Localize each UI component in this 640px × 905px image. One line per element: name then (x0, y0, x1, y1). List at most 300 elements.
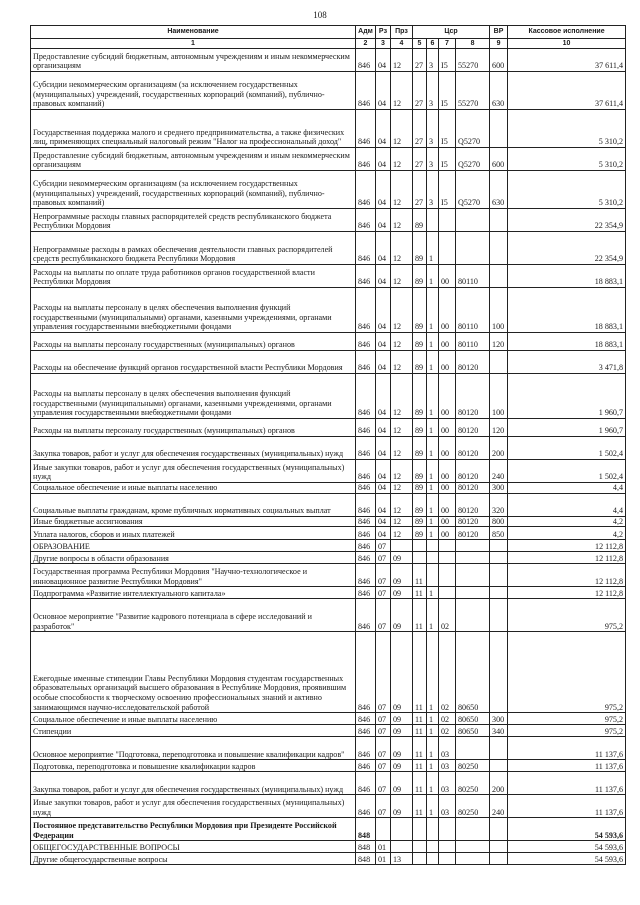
cell-name: Государственная поддержка малого и среднего предпринимательства, а также физических лиц, применяющих специальный налоговый режим "Налог на профессиональный доход" (31, 110, 356, 148)
cell-c2: 1 (427, 460, 439, 483)
table-row (31, 841, 626, 853)
cell-prz: 12 (391, 333, 413, 351)
cell-amount: 975,2 (508, 725, 626, 737)
cell-c1: 89 (413, 265, 427, 288)
cell-adm: 846 (356, 713, 376, 725)
cell-c3: 00 (439, 351, 456, 374)
col-header-vr: ВР (490, 26, 508, 39)
cell-c1: 11 (413, 760, 427, 772)
cell-amount: 4,2 (508, 527, 626, 540)
cell-c1: 89 (413, 288, 427, 333)
cell-rz: 07 (376, 760, 391, 772)
cell-rz: 07 (376, 564, 391, 587)
cell-vr (490, 841, 508, 853)
cell-name: Расходы на выплаты персоналу в целях обеспечения выполнения функций государственными (муниципальными) органами, казенными учреждениями, органами управления государственными внебюджетными фондами (31, 288, 356, 333)
cell-amount: 975,2 (508, 713, 626, 725)
cell-c4 (456, 209, 490, 232)
cell-name: ОБЩЕГОСУДАРСТВЕННЫЕ ВОПРОСЫ (31, 841, 356, 853)
cell-amount: 54 593,6 (508, 818, 626, 841)
cell-amount: 1 502,4 (508, 437, 626, 460)
cell-c4: 80120 (456, 351, 490, 374)
cell-rz: 04 (376, 527, 391, 540)
table-row (31, 540, 626, 552)
cell-vr (490, 110, 508, 148)
cell-rz: 07 (376, 587, 391, 599)
cell-c3: 00 (439, 374, 456, 419)
cell-rz: 04 (376, 49, 391, 72)
cell-rz: 04 (376, 437, 391, 460)
cell-vr: 240 (490, 795, 508, 818)
cell-name: Предоставление субсидий бюджетным, автономным учреждениям и иным некоммерческим организациям (31, 49, 356, 72)
cell-c2: 1 (427, 599, 439, 632)
cell-c3: 00 (439, 333, 456, 351)
cell-c2: 1 (427, 632, 439, 713)
cell-rz: 01 (376, 841, 391, 853)
cell-adm: 846 (356, 564, 376, 587)
cell-c4: 80120 (456, 493, 490, 516)
cell-prz: 09 (391, 587, 413, 599)
cell-prz: 12 (391, 374, 413, 419)
cell-adm: 846 (356, 552, 376, 564)
cell-prz: 13 (391, 853, 413, 865)
cell-name: Социальное обеспечение и иные выплаты населению (31, 713, 356, 725)
cell-c1: 89 (413, 493, 427, 516)
cell-c3: 00 (439, 265, 456, 288)
cell-name: Закупка товаров, работ и услуг для обеспечения государственных (муниципальных) нужд (31, 772, 356, 795)
cell-vr: 300 (490, 483, 508, 494)
cell-c4: 80650 (456, 632, 490, 713)
table-row (31, 564, 626, 587)
cell-c2: 1 (427, 437, 439, 460)
cell-c3: 03 (439, 795, 456, 818)
cell-c2: 1 (427, 493, 439, 516)
cell-name: Социальные выплаты гражданам, кроме публичных нормативных социальных выплат (31, 493, 356, 516)
cell-rz: 07 (376, 725, 391, 737)
cell-amount: 37 611,4 (508, 72, 626, 110)
cell-prz: 12 (391, 527, 413, 540)
table-row (31, 351, 626, 374)
cell-name: Основное мероприятие "Развитие кадрового потенциала в сфере исследований и разработок" (31, 599, 356, 632)
cell-c2: 1 (427, 374, 439, 419)
cell-c3 (439, 818, 456, 841)
cell-c2 (427, 552, 439, 564)
table-row (31, 713, 626, 725)
cell-name: Иные закупки товаров, работ и услуг для обеспечения государственных (муниципальных) нужд (31, 795, 356, 818)
cell-vr (490, 760, 508, 772)
cell-adm: 846 (356, 725, 376, 737)
cell-c4: 80120 (456, 483, 490, 494)
table-row (31, 818, 626, 841)
cell-rz: 07 (376, 632, 391, 713)
cell-name: Подпрограмма «Развитие интеллектуального капитала» (31, 587, 356, 599)
cell-adm: 846 (356, 760, 376, 772)
cell-amount: 37 611,4 (508, 49, 626, 72)
cell-c1: 11 (413, 587, 427, 599)
table-row (31, 333, 626, 351)
cell-adm: 846 (356, 171, 376, 209)
column-number: 9 (490, 39, 508, 49)
cell-c4: 80120 (456, 527, 490, 540)
cell-adm: 846 (356, 419, 376, 437)
cell-name: Ежегодные именные стипендии Главы Республики Мордовия студентам государственных образовательных организаций высшего образования в Республике Мордовия, проявившим особые способности к творческому освоению профессиональных знаний и активно занимающимся научно-исследовательской работой (31, 632, 356, 713)
cell-name: Государственная программа Республики Мордовия "Научно-технологическое и инновационное развитие Республики Мордовия" (31, 564, 356, 587)
cell-c1: 89 (413, 351, 427, 374)
cell-name: Основное мероприятие "Подготовка, переподготовка и повышение квалификации кадров" (31, 737, 356, 760)
cell-amount: 18 883,1 (508, 265, 626, 288)
cell-c3: 02 (439, 632, 456, 713)
cell-c1 (413, 841, 427, 853)
cell-rz: 04 (376, 333, 391, 351)
cell-c3: 00 (439, 516, 456, 527)
cell-c4 (456, 564, 490, 587)
cell-prz: 09 (391, 599, 413, 632)
column-number: 10 (508, 39, 626, 49)
cell-adm: 846 (356, 374, 376, 419)
cell-amount: 4,2 (508, 516, 626, 527)
table-row (31, 483, 626, 494)
cell-c4: Q5270 (456, 171, 490, 209)
cell-amount: 54 593,6 (508, 853, 626, 865)
cell-vr: 600 (490, 148, 508, 171)
cell-amount: 11 137,6 (508, 795, 626, 818)
cell-c4: 80120 (456, 437, 490, 460)
cell-amount: 11 137,6 (508, 737, 626, 760)
cell-c2 (427, 841, 439, 853)
column-number: 6 (427, 39, 439, 49)
cell-rz: 04 (376, 351, 391, 374)
cell-c4: 80120 (456, 460, 490, 483)
cell-adm: 846 (356, 540, 376, 552)
cell-vr (490, 599, 508, 632)
cell-adm: 846 (356, 737, 376, 760)
cell-c3: I5 (439, 148, 456, 171)
table-row (31, 527, 626, 540)
cell-c3: 00 (439, 419, 456, 437)
cell-c1: 27 (413, 72, 427, 110)
cell-vr (490, 540, 508, 552)
cell-c1: 11 (413, 737, 427, 760)
cell-adm: 846 (356, 772, 376, 795)
cell-c3: I5 (439, 49, 456, 72)
column-number-row (31, 39, 626, 49)
cell-prz: 12 (391, 419, 413, 437)
table-body (31, 49, 626, 865)
cell-name: Расходы на выплаты по оплате труда работников органов государственной власти Республики Мордовия (31, 265, 356, 288)
cell-vr (490, 209, 508, 232)
col-header-csr: Цср (413, 26, 490, 39)
cell-c1: 89 (413, 483, 427, 494)
cell-rz: 07 (376, 599, 391, 632)
table-row (31, 772, 626, 795)
cell-rz: 01 (376, 853, 391, 865)
cell-c2: 1 (427, 288, 439, 333)
cell-c2: 1 (427, 772, 439, 795)
cell-rz: 07 (376, 795, 391, 818)
cell-vr (490, 552, 508, 564)
cell-amount: 5 310,2 (508, 148, 626, 171)
budget-execution-table (30, 25, 626, 865)
cell-c2: 3 (427, 49, 439, 72)
cell-c4: 80120 (456, 419, 490, 437)
cell-c4 (456, 552, 490, 564)
cell-prz: 12 (391, 493, 413, 516)
cell-rz: 04 (376, 232, 391, 265)
cell-amount: 18 883,1 (508, 333, 626, 351)
cell-prz (391, 818, 413, 841)
cell-prz: 09 (391, 713, 413, 725)
cell-prz: 12 (391, 209, 413, 232)
cell-amount: 975,2 (508, 632, 626, 713)
cell-name: Стипендии (31, 725, 356, 737)
cell-prz: 09 (391, 552, 413, 564)
cell-adm: 846 (356, 527, 376, 540)
cell-name: Субсидии некоммерческим организациям (за исключением государственных (муниципальных) учреждений, государственных корпораций (компаний), публично-правовых компаний) (31, 171, 356, 209)
table-row (31, 587, 626, 599)
cell-c1: 89 (413, 374, 427, 419)
cell-c4 (456, 841, 490, 853)
cell-adm: 846 (356, 493, 376, 516)
cell-vr: 340 (490, 725, 508, 737)
cell-prz: 12 (391, 437, 413, 460)
cell-c4: Q5270 (456, 110, 490, 148)
cell-prz: 12 (391, 72, 413, 110)
cell-prz (391, 841, 413, 853)
column-number: 4 (391, 39, 413, 49)
cell-c1: 27 (413, 49, 427, 72)
cell-adm: 846 (356, 516, 376, 527)
cell-c3 (439, 540, 456, 552)
cell-c1: 89 (413, 460, 427, 483)
cell-c3: 00 (439, 460, 456, 483)
cell-adm: 846 (356, 110, 376, 148)
cell-c3: 03 (439, 760, 456, 772)
table-row (31, 760, 626, 772)
cell-adm: 846 (356, 483, 376, 494)
cell-c4 (456, 853, 490, 865)
cell-prz: 12 (391, 232, 413, 265)
cell-vr: 800 (490, 516, 508, 527)
cell-c1: 27 (413, 148, 427, 171)
cell-c3: 03 (439, 737, 456, 760)
cell-rz: 04 (376, 148, 391, 171)
cell-rz: 07 (376, 540, 391, 552)
cell-c3: I5 (439, 72, 456, 110)
cell-name: Уплата налогов, сборов и иных платежей (31, 527, 356, 540)
cell-adm: 848 (356, 853, 376, 865)
cell-prz: 12 (391, 516, 413, 527)
cell-rz: 07 (376, 713, 391, 725)
cell-vr: 200 (490, 772, 508, 795)
cell-vr (490, 232, 508, 265)
cell-amount: 5 310,2 (508, 110, 626, 148)
cell-c4: 55270 (456, 72, 490, 110)
cell-c4: 80250 (456, 795, 490, 818)
cell-c1 (413, 552, 427, 564)
cell-c3: 02 (439, 725, 456, 737)
cell-amount: 22 354,9 (508, 209, 626, 232)
cell-vr: 120 (490, 419, 508, 437)
cell-adm: 846 (356, 333, 376, 351)
cell-c2 (427, 540, 439, 552)
cell-name: Расходы на выплаты персоналу государственных (муниципальных) органов (31, 419, 356, 437)
cell-adm: 846 (356, 351, 376, 374)
cell-adm: 848 (356, 841, 376, 853)
table-row (31, 209, 626, 232)
cell-c1: 11 (413, 632, 427, 713)
cell-amount: 4,4 (508, 483, 626, 494)
table-row (31, 49, 626, 72)
cell-prz: 09 (391, 772, 413, 795)
cell-vr (490, 265, 508, 288)
cell-c3: 02 (439, 599, 456, 632)
cell-prz: 09 (391, 564, 413, 587)
col-header-prz: Прз (391, 26, 413, 39)
cell-rz: 04 (376, 419, 391, 437)
cell-rz: 04 (376, 460, 391, 483)
cell-c3 (439, 853, 456, 865)
table-row (31, 632, 626, 713)
cell-c3 (439, 841, 456, 853)
cell-adm: 846 (356, 632, 376, 713)
cell-c2: 1 (427, 232, 439, 265)
cell-c1: 89 (413, 209, 427, 232)
cell-c4 (456, 818, 490, 841)
cell-prz: 09 (391, 632, 413, 713)
table-row (31, 148, 626, 171)
cell-name: Подготовка, переподготовка и повышение квалификации кадров (31, 760, 356, 772)
cell-rz: 04 (376, 110, 391, 148)
cell-adm: 846 (356, 795, 376, 818)
cell-c2: 1 (427, 516, 439, 527)
cell-c2: 1 (427, 265, 439, 288)
cell-rz (376, 818, 391, 841)
cell-vr: 320 (490, 493, 508, 516)
cell-name: Субсидии некоммерческим организациям (за исключением государственных (муниципальных) учреждений, государственных корпораций (компаний), публично-правовых компаний) (31, 72, 356, 110)
cell-amount: 18 883,1 (508, 288, 626, 333)
cell-amount: 12 112,8 (508, 587, 626, 599)
cell-name: Другие вопросы в области образования (31, 552, 356, 564)
cell-c3: 03 (439, 772, 456, 795)
cell-rz: 07 (376, 552, 391, 564)
cell-c1: 89 (413, 232, 427, 265)
page-number: 108 (313, 10, 327, 20)
cell-c1: 11 (413, 599, 427, 632)
cell-prz: 12 (391, 171, 413, 209)
cell-vr (490, 853, 508, 865)
cell-c3: 02 (439, 713, 456, 725)
cell-c2: 1 (427, 351, 439, 374)
table-row (31, 265, 626, 288)
cell-prz: 09 (391, 795, 413, 818)
table-row (31, 737, 626, 760)
cell-rz: 04 (376, 209, 391, 232)
cell-c2: 1 (427, 760, 439, 772)
cell-adm: 846 (356, 437, 376, 460)
table-row (31, 552, 626, 564)
cell-c3 (439, 232, 456, 265)
cell-rz: 04 (376, 483, 391, 494)
cell-name: ОБРАЗОВАНИЕ (31, 540, 356, 552)
cell-c2 (427, 853, 439, 865)
cell-prz: 12 (391, 288, 413, 333)
cell-name: Постоянное представительство Республики Мордовия при Президенте Российской Федерации (31, 818, 356, 841)
cell-c4: 80250 (456, 772, 490, 795)
cell-vr: 630 (490, 72, 508, 110)
column-number: 1 (31, 39, 356, 49)
cell-amount: 11 137,6 (508, 760, 626, 772)
cell-name: Непрограммные расходы в рамках обеспечения деятельности главных распорядителей средств республиканского бюджета Республики Мордовия (31, 232, 356, 265)
cell-prz: 12 (391, 265, 413, 288)
cell-vr (490, 737, 508, 760)
cell-prz: 09 (391, 737, 413, 760)
cell-rz: 04 (376, 493, 391, 516)
column-number: 2 (356, 39, 376, 49)
cell-rz: 04 (376, 171, 391, 209)
cell-adm: 846 (356, 49, 376, 72)
table-row (31, 72, 626, 110)
table-row (31, 493, 626, 516)
cell-c1 (413, 818, 427, 841)
cell-c2 (427, 564, 439, 587)
cell-c4 (456, 540, 490, 552)
cell-vr: 100 (490, 288, 508, 333)
column-number: 3 (376, 39, 391, 49)
cell-prz: 12 (391, 148, 413, 171)
cell-vr (490, 818, 508, 841)
table-row (31, 516, 626, 527)
cell-c1: 89 (413, 333, 427, 351)
cell-name: Расходы на обеспечение функций органов государственной власти Республики Мордовия (31, 351, 356, 374)
cell-c3: 00 (439, 527, 456, 540)
cell-name: Иные бюджетные ассигнования (31, 516, 356, 527)
cell-name: Социальное обеспечение и иные выплаты населению (31, 483, 356, 494)
cell-c3: I5 (439, 110, 456, 148)
cell-c2: 1 (427, 483, 439, 494)
cell-amount: 3 471,8 (508, 351, 626, 374)
cell-prz: 12 (391, 483, 413, 494)
cell-c1: 89 (413, 437, 427, 460)
col-header-adm: Адм (356, 26, 376, 39)
cell-prz: 12 (391, 49, 413, 72)
cell-amount: 1 960,7 (508, 419, 626, 437)
cell-vr: 300 (490, 713, 508, 725)
cell-c1: 27 (413, 171, 427, 209)
cell-adm: 846 (356, 232, 376, 265)
cell-c1: 11 (413, 795, 427, 818)
cell-c4: 55270 (456, 49, 490, 72)
cell-amount: 12 112,8 (508, 552, 626, 564)
cell-c3 (439, 564, 456, 587)
cell-rz: 07 (376, 772, 391, 795)
cell-name: Иные закупки товаров, работ и услуг для обеспечения государственных (муниципальных) нужд (31, 460, 356, 483)
cell-vr: 240 (490, 460, 508, 483)
cell-prz: 12 (391, 460, 413, 483)
cell-vr: 200 (490, 437, 508, 460)
cell-adm: 846 (356, 460, 376, 483)
cell-c3: 00 (439, 437, 456, 460)
cell-amount: 22 354,9 (508, 232, 626, 265)
col-header-amount: Кассовое исполнение (508, 26, 626, 39)
cell-name: Предоставление субсидий бюджетным, автономным учреждениям и иным некоммерческим организациям (31, 148, 356, 171)
table-row (31, 171, 626, 209)
cell-prz: 09 (391, 725, 413, 737)
cell-prz: 12 (391, 351, 413, 374)
cell-c2 (427, 209, 439, 232)
cell-adm: 846 (356, 587, 376, 599)
cell-rz: 04 (376, 288, 391, 333)
cell-c4 (456, 232, 490, 265)
table-row (31, 795, 626, 818)
